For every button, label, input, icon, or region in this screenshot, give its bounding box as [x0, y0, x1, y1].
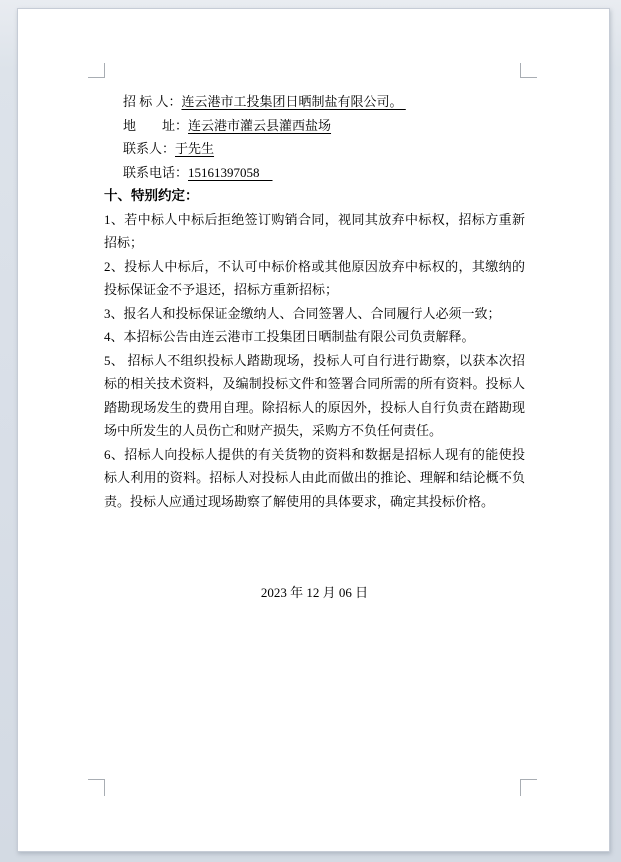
clause-6: 6、招标人向投标人提供的有关货物的资料和数据是招标人现有的能使投标人利用的资料。招标人对投标人由此而做出的推论、理解和结论概不负责。投标人应通过现场勘察了解使用的具体要求，确定其投标价格。 [104, 446, 525, 509]
date-line: 2023 年 12 月 06 日 [260, 585, 369, 600]
address-label: 地 址： [123, 117, 189, 133]
text-boundary-mark-top-right [520, 63, 537, 78]
text-boundary-mark-bottom-right [520, 779, 537, 796]
clause-3: 3、报名人和投标保证金缴纳人、合同签署人、合同履行人必须一致； [104, 305, 501, 321]
text-boundary-mark-top-left [88, 63, 105, 78]
clause-4: 4、本招标公告由连云港市工投集团日晒制盐有限公司负责解释。 [104, 329, 475, 344]
contact-person-value: 于先生 [175, 141, 215, 156]
contact-phone-label: 联系电话： [123, 164, 189, 180]
clause-5: 5、 招标人不组织投标人踏勘现场，投标人可自行进行勘察，以获本次招标的相关技术资料，及编制投标文件和签署合同所需的所有资料。投标人踏勘现场发生的费用自理。除招标人的原因外，投标人自行负责在踏勘现场中所发生的人员伤亡和财产损失，采购方不负任何责任。 [104, 352, 525, 438]
tenderee-line [104, 90, 525, 114]
contact-phone-line [104, 161, 525, 185]
document-page [17, 8, 610, 852]
contact-person-label: 联系人： [123, 141, 176, 156]
clause-2: 2、投标人中标后，不认可中标价格或其他原因放弃中标权的，其缴纳的投标保证金不予退还，招标方重新招标； [104, 258, 525, 297]
address-value: 连云港市灌云县灌西盐场 [188, 117, 332, 133]
text-boundary-mark-bottom-left [88, 779, 105, 796]
tenderee-value: 连云港市工投集团日晒制盐有限公司。 [181, 94, 406, 109]
address-line [104, 114, 525, 138]
contact-phone-value: 15161397058 [188, 164, 273, 180]
special-terms-heading: 十、特别约定： [104, 188, 199, 203]
clause-1: 1、若中标人中标后拒绝签订购销合同，视同其放弃中标权，招标方重新招标； [104, 211, 525, 250]
document-body[interactable] [104, 84, 525, 605]
tenderee-label: 招 标 人： [123, 94, 182, 109]
contact-person-line [104, 137, 525, 161]
